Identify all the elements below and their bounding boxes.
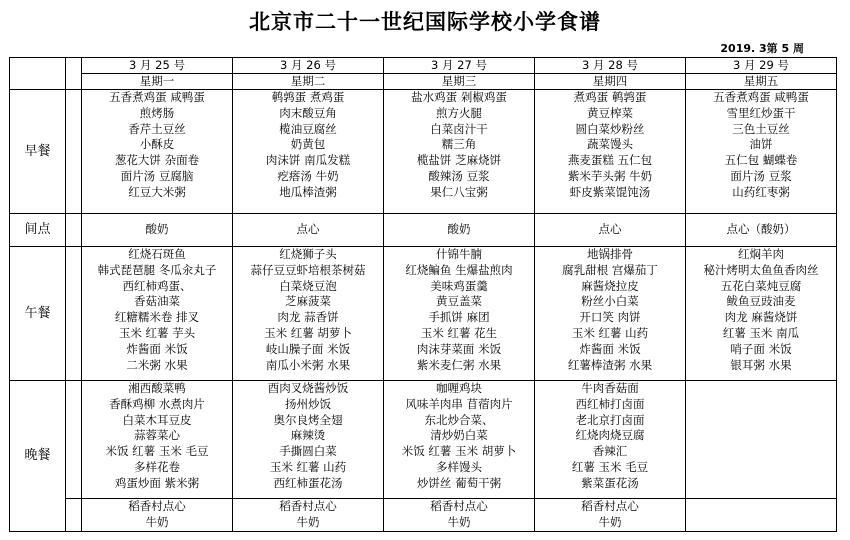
- snack-cell: 点心: [233, 214, 384, 247]
- menu-item: 煎烤肠: [139, 105, 175, 120]
- menu-item: 韩式琵琶腿 冬瓜汆丸子: [97, 262, 217, 277]
- day-header: [233, 58, 384, 90]
- menu-item: 玉米 红薯 山药: [269, 459, 347, 474]
- menu-item: 稻香村点心: [581, 499, 639, 513]
- menu-item: 煎方火腿: [436, 105, 482, 120]
- menu-item: 清炒奶白菜: [430, 428, 488, 443]
- menu-item: 扬州炒饭: [285, 396, 331, 411]
- menu-item: 果仁八宝粥: [430, 184, 488, 199]
- menu-item: 三色土豆丝: [732, 121, 790, 136]
- menu-cell: [535, 381, 686, 499]
- menu-item: 小酥皮: [139, 137, 175, 152]
- menu-cell: [233, 90, 384, 214]
- meal-label: 间点: [10, 214, 66, 247]
- menu-cell: [233, 247, 384, 381]
- menu-item: 燕麦蛋糕 五仁包: [567, 153, 653, 168]
- menu-cell: [535, 247, 686, 381]
- header-row: [10, 58, 837, 90]
- menu-cell: [233, 381, 384, 499]
- meal-label: 晚餐: [10, 381, 66, 532]
- menu-cell: [686, 90, 837, 214]
- menu-item: 咖喱鸡块: [436, 381, 482, 395]
- day-date: 3 月 28 号: [535, 58, 685, 74]
- menu-item: 南瓜小米粥 水果: [265, 357, 351, 372]
- menu-item: 玉米 红薯 山药: [571, 325, 649, 340]
- menu-item: 紫菜蛋花汤: [581, 475, 639, 490]
- menu-item: 虾皮紫菜馄饨汤: [569, 184, 651, 199]
- menu-item: 蒜仔豆豆虾培根茶树菇: [250, 262, 366, 277]
- menu-item: 盐水鸡蛋 剁椒鸡蛋: [411, 90, 507, 104]
- menu-item: 紫米麦仁粥 水果: [416, 357, 502, 372]
- menu-item: 肉末酸豆角: [279, 105, 337, 120]
- menu-item: 疙瘩汤 牛奶: [277, 168, 339, 183]
- menu-item: 粉丝小白菜: [581, 294, 639, 309]
- menu-item: 香辣汇: [592, 444, 628, 459]
- menu-item: 秘汁烤明太鱼鱼香肉丝: [703, 262, 819, 277]
- menu-item: 西红柿鸡蛋、: [122, 278, 192, 293]
- blank-cell: [66, 381, 82, 499]
- menu-item: 糯三角: [441, 137, 477, 152]
- menu-item: 稻香村点心: [279, 499, 337, 513]
- day-date: 3 月 25 号: [82, 58, 232, 74]
- meal-label: 早餐: [10, 90, 66, 214]
- menu-item: 红糖糯米卷 排叉: [114, 310, 200, 325]
- day-weekday: 星期五: [743, 74, 779, 88]
- menu-item: 牛奶: [598, 514, 622, 529]
- menu-item: 牛奶: [296, 514, 320, 529]
- menu-item: 红烧肉烧豆腐: [575, 428, 645, 443]
- menu-item: 鲅鱼豆豉油麦: [726, 294, 796, 309]
- menu-cell: [82, 247, 233, 381]
- menu-item: 多样馒头: [436, 459, 482, 474]
- menu-item: 面片汤 豆腐脑: [120, 168, 194, 183]
- menu-item: 葱花大饼 杂面卷: [114, 153, 200, 168]
- menu-item: 牛肉香菇面: [581, 381, 639, 395]
- menu-item: 玉米 红薯 芋头: [118, 325, 196, 340]
- day-header: [82, 58, 233, 90]
- menu-item: 红薯棒渣粥 水果: [567, 357, 653, 372]
- menu-cell: [82, 90, 233, 214]
- menu-item: 肉龙 蒜香饼: [277, 310, 339, 325]
- header-blank: [66, 58, 82, 90]
- menu-item: 黄豆榨菜: [587, 105, 633, 120]
- menu-item: 香酥鸡柳 水煮肉片: [109, 396, 205, 411]
- menu-item: 蔬菜馒头: [587, 137, 633, 152]
- menu-item: 玉米 红薯 花生: [420, 325, 498, 340]
- menu-item: 面片汤 豆浆: [730, 168, 792, 183]
- menu-item: 红烧鳊鱼 生爆盐煎肉: [405, 262, 513, 277]
- menu-cell: [535, 90, 686, 214]
- blank-cell: [66, 214, 82, 247]
- menu-item: 白菜烧豆泡: [279, 278, 337, 293]
- menu-item: 肉龙 麻酱烧饼: [724, 310, 798, 325]
- menu-item: 白菜卤汁干: [430, 121, 488, 136]
- menu-item: 油饼: [749, 137, 773, 152]
- dinner-row: [10, 381, 837, 499]
- menu-item: 岐山臊子面 米饭: [265, 341, 351, 356]
- menu-item: 美味鸡蛋羹: [430, 278, 488, 293]
- menu-item: 地锅排骨: [587, 247, 633, 261]
- day-date: 3 月 29 号: [686, 58, 836, 74]
- menu-item: 芝麻菠菜: [285, 294, 331, 309]
- menu-item: 湘西酸菜鸭: [128, 381, 186, 395]
- menu-item: 麻辣烫: [290, 428, 326, 443]
- menu-item: 东北炒合菜、: [424, 412, 494, 427]
- menu-item: 西红柿蛋花汤: [273, 475, 343, 490]
- menu-item: 炸酱面 米饭: [579, 341, 641, 356]
- menu-cell: [82, 499, 233, 532]
- menu-cell: [686, 381, 837, 499]
- menu-item: 麻酱烧拉皮: [581, 278, 639, 293]
- menu-item: 榄油豆腐丝: [279, 121, 337, 136]
- day-header: [686, 58, 837, 90]
- menu-item: 红烧狮子头: [279, 247, 337, 261]
- day-weekday: 星期一: [139, 74, 175, 88]
- menu-item: 五仁包 蝴蝶卷: [724, 153, 798, 168]
- snack-cell: 点心（酸奶）: [686, 214, 837, 247]
- menu-table: [9, 57, 837, 532]
- menu-item: 雪里红炒蛋干: [726, 105, 796, 120]
- menu-item: 红焖羊肉: [738, 247, 784, 261]
- menu-item: 五花白菜炖豆腐: [720, 278, 802, 293]
- menu-item: 红烧石斑鱼: [128, 247, 186, 261]
- menu-item: 玉米 红薯 胡萝卜: [264, 325, 352, 340]
- menu-item: 多样花卷: [134, 459, 180, 474]
- blank-cell: [66, 499, 82, 532]
- menu-item: 什锦牛腩: [436, 247, 482, 261]
- menu-item: 鹌鹑蛋 煮鸡蛋: [271, 90, 345, 104]
- menu-item: 米饭 红薯 玉米 毛豆: [105, 444, 209, 459]
- page-title: 北京市二十一世纪国际学校小学食谱: [249, 10, 601, 34]
- menu-item: 五香煮鸡蛋 咸鸭蛋: [713, 90, 809, 104]
- meal-label: 午餐: [10, 247, 66, 381]
- day-date: 3 月 27 号: [384, 58, 534, 74]
- menu-item: 手撕圆白菜: [279, 444, 337, 459]
- menu-cell: [686, 247, 837, 381]
- snack-row: [10, 214, 837, 247]
- menu-item: 紫米芋头粥 牛奶: [567, 168, 653, 183]
- menu-cell: [384, 381, 535, 499]
- menu-cell: [384, 247, 535, 381]
- menu-item: 腐乳甜根 宫爆茄丁: [562, 262, 658, 277]
- menu-cell: [686, 499, 837, 532]
- menu-item: 哨子面 米饭: [730, 341, 792, 356]
- menu-item: 蒜蓉菜心: [134, 428, 180, 443]
- day-header: [384, 58, 535, 90]
- menu-item: 圆白菜炒粉丝: [575, 121, 645, 136]
- menu-item: 黄豆盖菜: [436, 294, 482, 309]
- menu-item: 鸡蛋炒面 紫米粥: [114, 475, 200, 490]
- menu-item: 老北京打卤面: [575, 412, 645, 427]
- menu-item: 炸酱面 米饭: [126, 341, 188, 356]
- menu-item: 红薯 玉米 毛豆: [571, 459, 649, 474]
- header-corner: [10, 58, 66, 90]
- menu-cell: [535, 499, 686, 532]
- menu-item: 西红柿打卤面: [575, 396, 645, 411]
- menu-item: 香芹土豆丝: [128, 121, 186, 136]
- menu-item: 稻香村点心: [430, 499, 488, 513]
- menu-item: 肉沫饼 南瓜发糕: [265, 153, 351, 168]
- menu-cell: [384, 499, 535, 532]
- menu-item: 牛奶: [145, 514, 169, 529]
- menu-item: 酉肉叉烧酱炒饭: [267, 381, 349, 395]
- snack-cell: 酸奶: [82, 214, 233, 247]
- menu-item: 炒饼丝 葡萄干粥: [416, 475, 502, 490]
- blank-cell: [66, 90, 82, 214]
- menu-item: 地瓜棒渣粥: [279, 184, 337, 199]
- menu-item: 稻香村点心: [128, 499, 186, 513]
- breakfast-row: [10, 90, 837, 214]
- lunch-row: [10, 247, 837, 381]
- menu-cell: [233, 499, 384, 532]
- day-date: 3 月 26 号: [233, 58, 383, 74]
- menu-item: 二米粥 水果: [126, 357, 188, 372]
- day-header: [535, 58, 686, 90]
- menu-item: 奶黄包: [290, 137, 326, 152]
- menu-item: 肉沫芽菜面 米饭: [416, 341, 502, 356]
- day-weekday: 星期二: [290, 74, 326, 88]
- menu-cell: [384, 90, 535, 214]
- menu-item: 五香煮鸡蛋 咸鸭蛋: [109, 90, 205, 104]
- menu-item: 榄盐饼 芝麻烧饼: [416, 153, 502, 168]
- snack-cell: 酸奶: [384, 214, 535, 247]
- menu-item: 山药红枣粥: [732, 184, 790, 199]
- menu-item: 香菇油菜: [134, 294, 180, 309]
- menu-item: 奥尔良烤全翅: [273, 412, 343, 427]
- menu-item: 米饭 红薯 玉米 胡萝卜: [401, 444, 517, 459]
- evening-row: [10, 499, 837, 532]
- menu-item: 酸辣汤 豆浆: [428, 168, 490, 183]
- menu-item: 红薯 玉米 南瓜: [722, 325, 800, 340]
- menu-item: 红豆大米粥: [128, 184, 186, 199]
- menu-item: 煮鸡蛋 鹌鹑蛋: [573, 90, 647, 104]
- menu-item: 银耳粥 水果: [730, 357, 792, 372]
- day-weekday: 星期三: [441, 74, 477, 88]
- week-label: 2019. 3第 5 周: [720, 42, 804, 55]
- menu-item: 开口笑 肉饼: [579, 310, 641, 325]
- menu-item: 牛奶: [447, 514, 471, 529]
- blank-cell: [66, 247, 82, 381]
- menu-item: 风味羊肉串 苜蓿肉片: [405, 396, 513, 411]
- menu-item: 白菜木耳豆皮: [122, 412, 192, 427]
- day-weekday: 星期四: [592, 74, 628, 88]
- menu-item: 手抓饼 麻团: [428, 310, 490, 325]
- snack-cell: 点心: [535, 214, 686, 247]
- menu-cell: [82, 381, 233, 499]
